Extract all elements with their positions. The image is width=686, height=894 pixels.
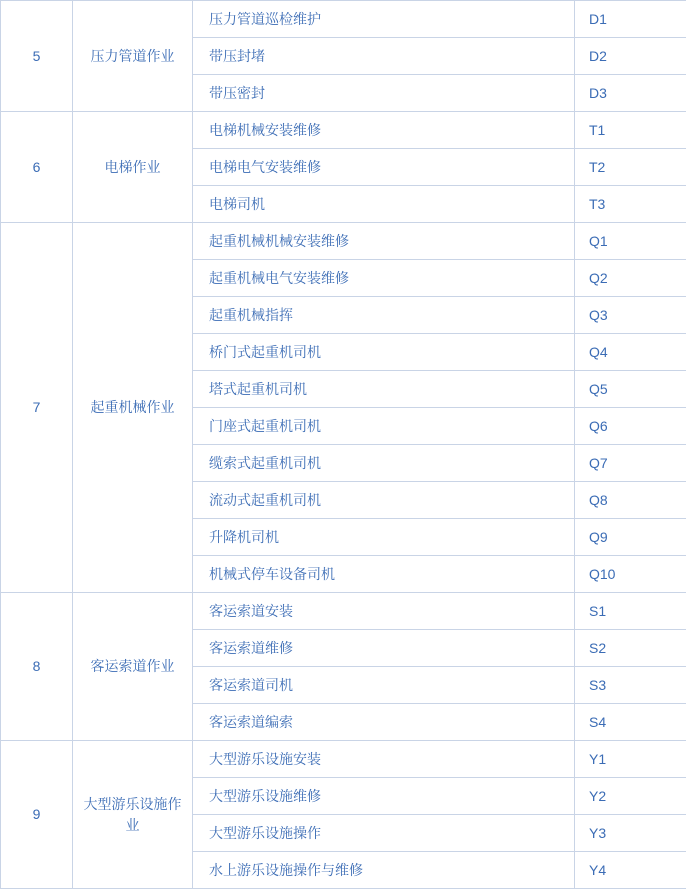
- item-code-cell: Q2: [575, 260, 686, 297]
- item-code-cell: Y4: [575, 852, 686, 889]
- item-name-cell: 大型游乐设施操作: [193, 815, 575, 852]
- item-code-cell: S1: [575, 593, 686, 630]
- row-number-cell: 7: [1, 223, 73, 593]
- item-code-cell: T2: [575, 149, 686, 186]
- row-number-cell: 5: [1, 1, 73, 112]
- item-name-cell: 起重机械电气安装维修: [193, 260, 575, 297]
- item-code-cell: Q3: [575, 297, 686, 334]
- item-code-cell: Q7: [575, 445, 686, 482]
- item-name-cell: 电梯电气安装维修: [193, 149, 575, 186]
- item-code-cell: D3: [575, 75, 686, 112]
- category-cell: [73, 112, 193, 223]
- item-name-cell: 起重机械机械安装维修: [193, 223, 575, 260]
- item-name-cell: 客运索道司机: [193, 667, 575, 704]
- category-cell: [73, 223, 193, 593]
- item-code-cell: Q5: [575, 371, 686, 408]
- item-name-cell: 机械式停车设备司机: [193, 556, 575, 593]
- table-row: [1, 593, 686, 630]
- item-code-cell: S2: [575, 630, 686, 667]
- item-name-cell: 带压封堵: [193, 38, 575, 75]
- row-number-cell: 9: [1, 741, 73, 889]
- category-cell: [73, 741, 193, 889]
- item-code-cell: Q1: [575, 223, 686, 260]
- item-name-cell: 缆索式起重机司机: [193, 445, 575, 482]
- category-label: 大型游乐设施作业: [83, 795, 182, 833]
- item-code-cell: Q4: [575, 334, 686, 371]
- item-code-cell: Q8: [575, 482, 686, 519]
- table-row: [1, 223, 686, 260]
- item-code-cell: Q10: [575, 556, 686, 593]
- table-body: [1, 1, 686, 889]
- item-name-cell: 客运索道安装: [193, 593, 575, 630]
- item-name-cell: 桥门式起重机司机: [193, 334, 575, 371]
- item-code-cell: S3: [575, 667, 686, 704]
- category-cell: [73, 1, 193, 112]
- item-name-cell: 流动式起重机司机: [193, 482, 575, 519]
- row-number-cell: 8: [1, 593, 73, 741]
- item-name-cell: 水上游乐设施操作与维修: [193, 852, 575, 889]
- item-code-cell: D1: [575, 1, 686, 38]
- table-row: [1, 741, 686, 778]
- item-name-cell: 带压密封: [193, 75, 575, 112]
- item-name-cell: 大型游乐设施安装: [193, 741, 575, 778]
- item-name-cell: 大型游乐设施维修: [193, 778, 575, 815]
- item-code-cell: Y3: [575, 815, 686, 852]
- item-code-cell: Q9: [575, 519, 686, 556]
- table-row: [1, 112, 686, 149]
- item-code-cell: D2: [575, 38, 686, 75]
- row-number-cell: 6: [1, 112, 73, 223]
- item-code-cell: T1: [575, 112, 686, 149]
- category-label: 起重机械作业: [90, 399, 175, 415]
- item-code-cell: Y2: [575, 778, 686, 815]
- item-code-cell: Q6: [575, 408, 686, 445]
- item-name-cell: 电梯机械安装维修: [193, 112, 575, 149]
- item-name-cell: 客运索道维修: [193, 630, 575, 667]
- item-name-cell: 起重机械指挥: [193, 297, 575, 334]
- item-name-cell: 升降机司机: [193, 519, 575, 556]
- category-label: 电梯作业: [104, 158, 161, 175]
- category-label: 压力管道作业: [90, 47, 175, 64]
- item-code-cell: S4: [575, 704, 686, 741]
- item-name-cell: 塔式起重机司机: [193, 371, 575, 408]
- category-label: 客运索道作业: [90, 658, 175, 674]
- item-code-cell: T3: [575, 186, 686, 223]
- item-name-cell: 电梯司机: [193, 186, 575, 223]
- category-cell: [73, 593, 193, 741]
- item-name-cell: 压力管道巡检维护: [193, 1, 575, 38]
- item-name-cell: 客运索道编索: [193, 704, 575, 741]
- table-row: [1, 1, 686, 38]
- item-name-cell: 门座式起重机司机: [193, 408, 575, 445]
- item-code-cell: Y1: [575, 741, 686, 778]
